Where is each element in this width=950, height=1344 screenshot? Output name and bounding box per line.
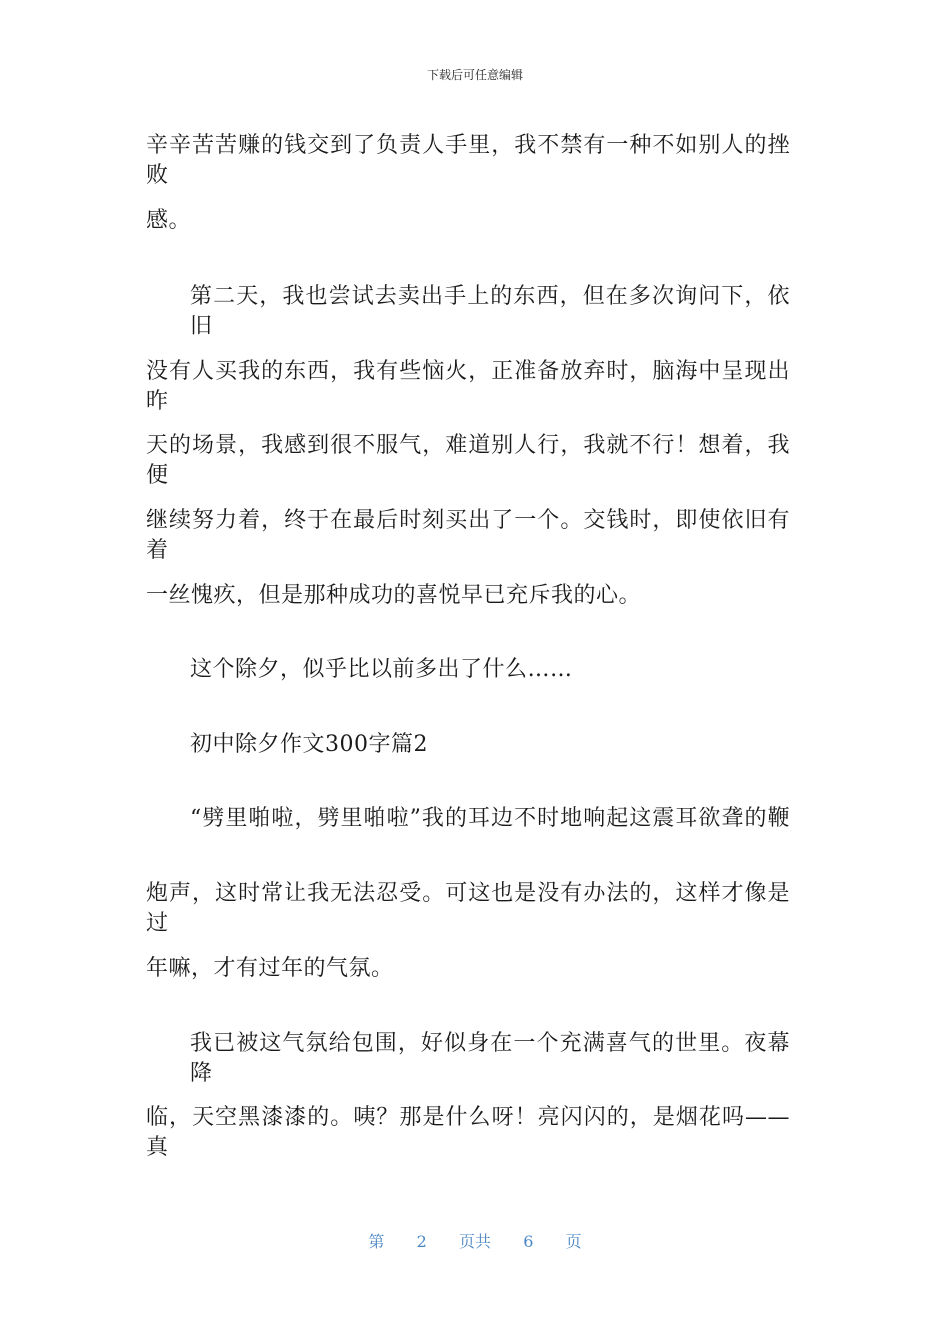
text-line: 年嘛，才有过年的气氛。 — [146, 956, 394, 981]
text-line: 第二天，我也尝试去卖出手上的东西，但在多次询问下，依旧 — [190, 284, 790, 339]
footer-mid: 页共 — [458, 1232, 491, 1251]
text-line: “劈里啪啦，劈里啪啦”我的耳边不时地响起这震耳欲聋的鞭 — [190, 806, 790, 831]
footer-total-pages: 6 — [523, 1232, 534, 1251]
text-line: 没有人买我的东西，我有些恼火，正准备放弃时，脑海中呈现出昨 — [146, 359, 790, 414]
footer-suffix: 页 — [565, 1232, 582, 1251]
text-line: 炮声，这时常让我无法忍受。可这也是没有办法的，这样才像是过 — [146, 881, 790, 936]
text-line: 感。 — [146, 208, 192, 233]
text-line: 继续努力着，终于在最后时刻买出了一个。交钱时，即使依旧有着 — [146, 508, 790, 563]
section-heading: 初中除夕作文300字篇2 — [190, 732, 428, 757]
text-line: 这个除夕，似乎比以前多出了什么…… — [190, 657, 573, 682]
footer-prefix: 第 — [368, 1232, 385, 1251]
text-line: 天的场景，我感到很不服气，难道别人行，我就不行！想着，我便 — [146, 433, 790, 488]
page-header-note: 下载后可任意编辑 — [426, 68, 523, 82]
text-line: 我已被这气氛给包围，好似身在一个充满喜气的世里。夜幕降 — [190, 1031, 790, 1086]
text-line: 辛辛苦苦赚的钱交到了负责人手里，我不禁有一种不如别人的挫败 — [146, 133, 790, 188]
footer-current-page: 2 — [416, 1232, 427, 1251]
text-line: 临，天空黑漆漆的。咦？那是什么呀！亮闪闪的，是烟花吗——真 — [146, 1105, 790, 1160]
text-line: 一丝愧疚，但是那种成功的喜悦早已充斥我的心。 — [146, 583, 642, 608]
page-number-footer — [0, 1229, 950, 1252]
